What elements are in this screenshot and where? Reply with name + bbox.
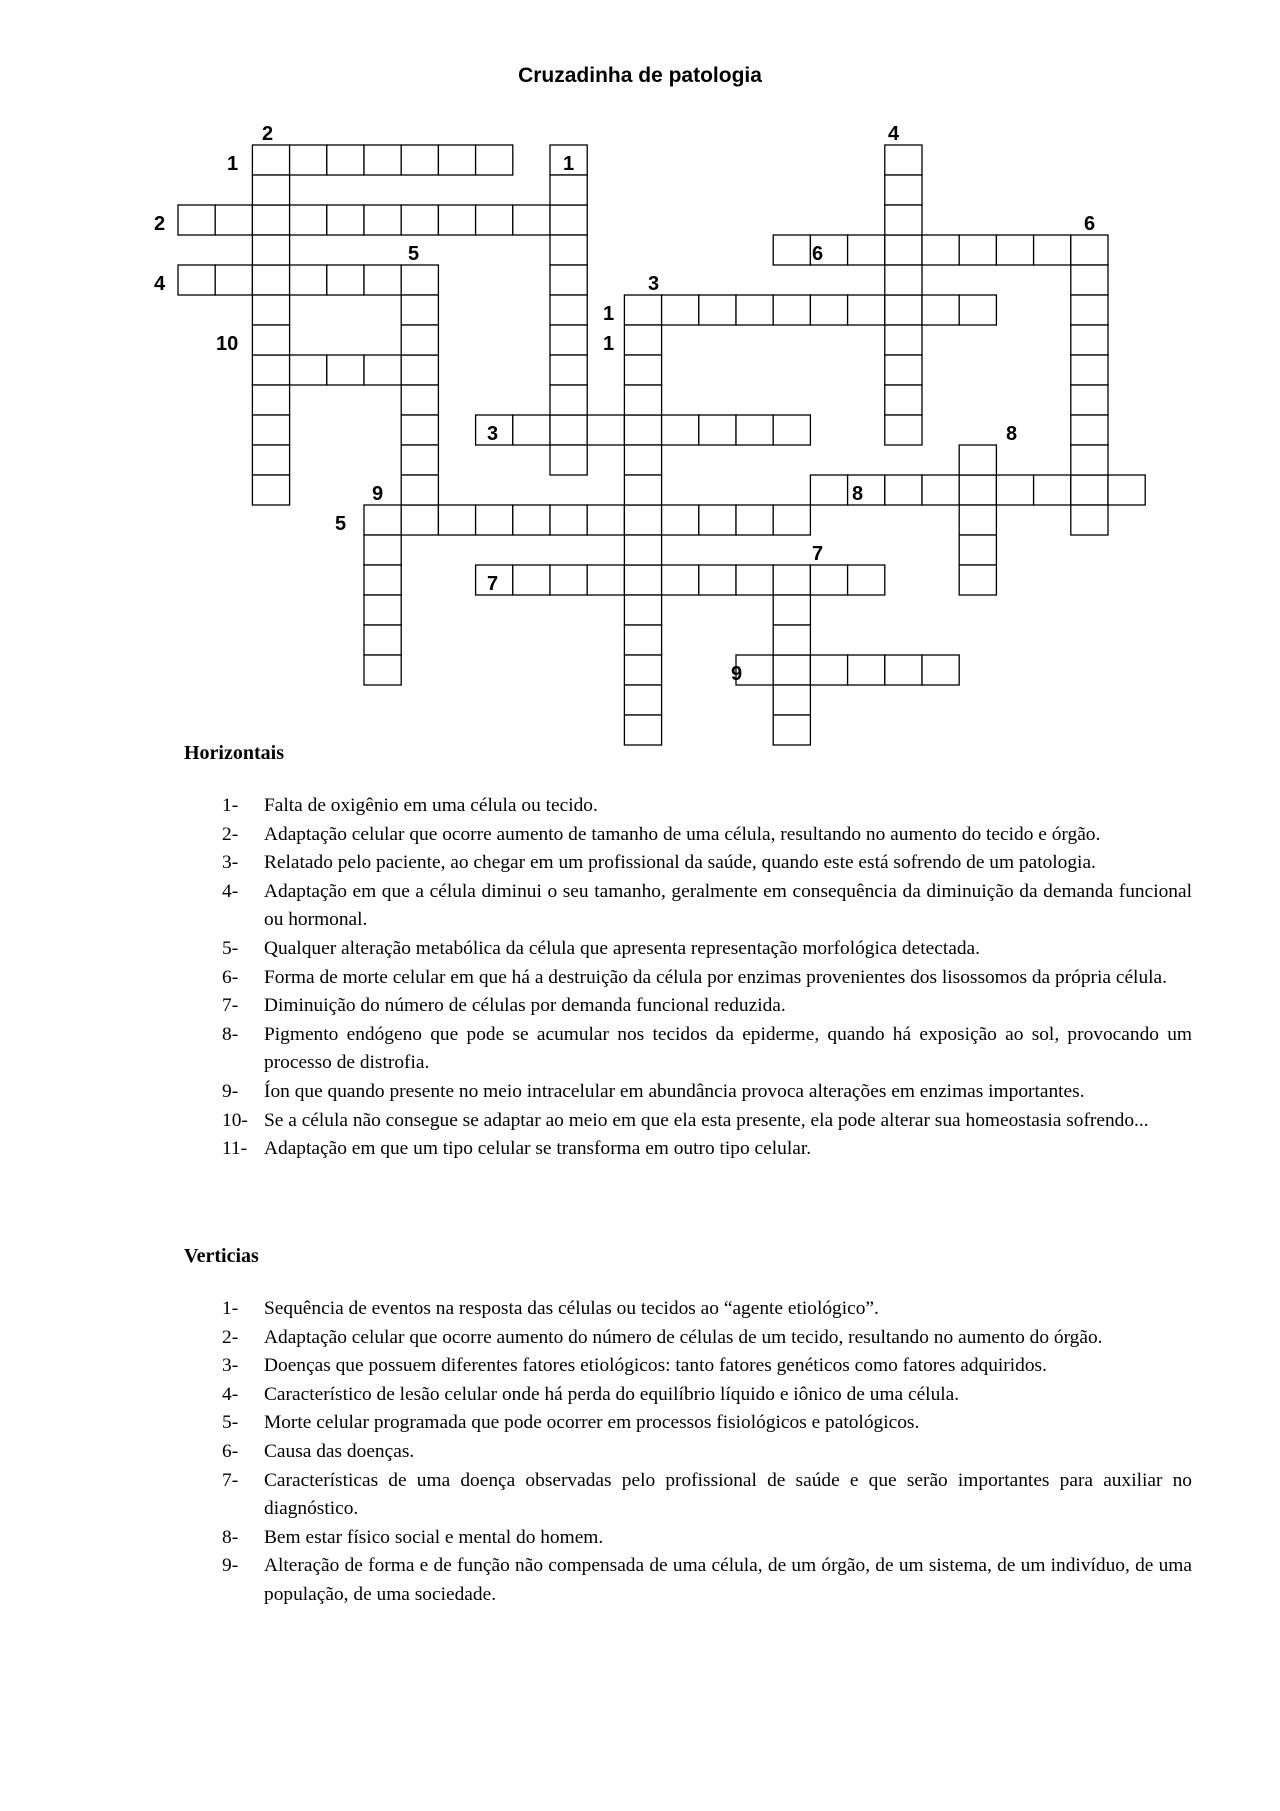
crossword-cell[interactable] [252, 325, 289, 355]
crossword-cell[interactable] [364, 355, 401, 385]
crossword-cell[interactable] [624, 505, 661, 535]
clue-number-h8: 8 [852, 483, 864, 505]
crossword-cell[interactable] [401, 295, 438, 325]
crossword-cell[interactable] [773, 625, 810, 655]
crossword-cell[interactable] [736, 505, 773, 535]
crossword-cell[interactable] [922, 655, 959, 685]
crossword-cell[interactable] [1034, 475, 1071, 505]
clue-text: Morte celular programada que pode ocorrer em processos fisiológicos e patológicos. [264, 1412, 920, 1434]
crossword-cell[interactable] [252, 295, 289, 325]
clue-text: Se a célula não consegue se adaptar ao meio em que ela esta presente, ela pode alterar sua homeostasia sofrendo... [264, 1109, 1149, 1131]
crossword-cell[interactable] [959, 535, 996, 565]
crossword-cell[interactable] [513, 205, 550, 235]
crossword-cell[interactable] [848, 235, 885, 265]
clue-text: Íon que quando presente no meio intracelular em abundância provoca alterações em enzimas importantes. [264, 1080, 1085, 1102]
crossword-cell[interactable] [252, 235, 289, 265]
horizontal-clue-10 [222, 1107, 1192, 1136]
horizontal-clue-6 [222, 964, 1192, 993]
clue-number: 2- [222, 1326, 239, 1348]
crossword-cell[interactable] [364, 535, 401, 565]
crossword-cell[interactable] [1108, 475, 1145, 505]
crossword-cell[interactable] [624, 445, 661, 475]
vertical-clues-list [222, 1295, 1192, 1610]
crossword-cell[interactable] [624, 715, 661, 745]
crossword-cell[interactable] [699, 295, 736, 325]
horizontal-clue-1 [222, 792, 1192, 821]
vertical-clues-heading: Verticias [184, 1245, 259, 1267]
clue-number: 1- [222, 795, 239, 816]
crossword-cell[interactable] [624, 685, 661, 715]
crossword-cell[interactable] [401, 505, 438, 535]
crossword-cell[interactable] [922, 295, 959, 325]
clue-number-h6: 6 [812, 243, 824, 265]
crossword-cell[interactable] [252, 385, 289, 415]
crossword-cell[interactable] [624, 415, 661, 445]
crossword-cell[interactable] [327, 205, 364, 235]
horizontal-clue-3 [222, 849, 1192, 878]
crossword-cell[interactable] [885, 385, 922, 415]
crossword-cell[interactable] [401, 445, 438, 475]
crossword-cell[interactable] [922, 235, 959, 265]
clue-number-v4: 4 [888, 123, 900, 145]
crossword-cell[interactable] [810, 565, 847, 595]
crossword-cell[interactable] [550, 235, 587, 265]
crossword-cell[interactable] [364, 655, 401, 685]
crossword-cell[interactable] [624, 565, 661, 595]
crossword-cell[interactable] [401, 355, 438, 385]
clue-number-v9: 9 [372, 483, 384, 505]
crossword-cell[interactable] [401, 145, 438, 175]
page-title: Cruzadinha de patologia [518, 64, 762, 87]
crossword-cell[interactable] [178, 265, 215, 295]
crossword-cell[interactable] [215, 265, 252, 295]
crossword-cell[interactable] [662, 565, 699, 595]
crossword-cell[interactable] [773, 295, 810, 325]
clue-text: Causa das doenças. [264, 1440, 415, 1462]
clue-number-h1: 1 [227, 153, 239, 175]
clue-number-h4: 4 [154, 273, 166, 295]
crossword-cell[interactable] [959, 505, 996, 535]
crossword-cell[interactable] [624, 535, 661, 565]
crossword-cell[interactable] [401, 265, 438, 295]
crossword-cell[interactable] [624, 655, 661, 685]
horizontal-clue-8 [222, 1021, 1192, 1078]
clue-number: 8- [222, 1023, 239, 1045]
crossword-cell[interactable] [513, 565, 550, 595]
crossword-cell[interactable] [252, 145, 289, 175]
crossword-cell[interactable] [327, 355, 364, 385]
crossword-cell[interactable] [1071, 355, 1108, 385]
crossword-cell[interactable] [624, 295, 661, 325]
crossword-cell[interactable] [215, 205, 252, 235]
clue-number: 7- [222, 995, 239, 1017]
crossword-cell[interactable] [364, 625, 401, 655]
crossword-cell[interactable] [401, 325, 438, 355]
vertical-clue-4 [222, 1381, 1192, 1410]
crossword-cell[interactable] [550, 265, 587, 295]
crossword-cell[interactable] [252, 205, 289, 235]
crossword-cell[interactable] [252, 265, 289, 295]
crossword-cell[interactable] [885, 655, 922, 685]
crossword-cell[interactable] [587, 565, 624, 595]
clue-number-v3: 3 [648, 273, 660, 295]
crossword-cell[interactable] [438, 505, 475, 535]
crossword-cell[interactable] [662, 505, 699, 535]
crossword-cell[interactable] [550, 205, 587, 235]
crossword-cell[interactable] [476, 505, 513, 535]
crossword-cell[interactable] [587, 505, 624, 535]
clue-text: Forma de morte celular em que há a destruição da célula por enzimas provenientes dos lisossomos da própria célula. [264, 966, 1167, 988]
vertical-clue-9 [222, 1552, 1192, 1609]
clue-number-h3: 3 [487, 423, 499, 445]
crossword-cell[interactable] [1071, 475, 1108, 505]
vertical-clue-8 [222, 1524, 1192, 1553]
crossword-cell[interactable] [885, 265, 922, 295]
clue-text: Doenças que possuem diferentes fatores etiológicos: tanto fatores genéticos como fatores adquiridos. [264, 1355, 1047, 1377]
crossword-cell[interactable] [773, 685, 810, 715]
crossword-cell[interactable] [550, 385, 587, 415]
crossword-cell[interactable] [736, 565, 773, 595]
crossword-cell[interactable] [1071, 295, 1108, 325]
crossword-cell[interactable] [364, 145, 401, 175]
crossword-cell[interactable] [773, 505, 810, 535]
crossword-cell[interactable] [252, 175, 289, 205]
crossword-cell[interactable] [252, 415, 289, 445]
clue-text: Característico de lesão celular onde há perda do equilíbrio líquido e iônico de uma célula. [264, 1383, 960, 1405]
horizontal-clues-heading: Horizontais [184, 742, 284, 764]
crossword-cell[interactable] [773, 655, 810, 685]
crossword-cell[interactable] [773, 565, 810, 595]
crossword-cell[interactable] [252, 475, 289, 505]
crossword-cell[interactable] [513, 415, 550, 445]
clue-text: Bem estar físico social e mental do homem. [264, 1526, 604, 1548]
crossword-cell[interactable] [550, 325, 587, 355]
crossword-cell[interactable] [662, 415, 699, 445]
clue-number: 4- [222, 1383, 239, 1405]
clue-number-h7: 7 [487, 573, 499, 595]
crossword-cell[interactable] [624, 355, 661, 385]
crossword-cell[interactable] [699, 565, 736, 595]
crossword-cell[interactable] [885, 175, 922, 205]
clue-number: 2- [222, 823, 239, 845]
crossword-cell[interactable] [364, 505, 401, 535]
clue-number: 9- [222, 1080, 239, 1102]
clue-number-h11-digit2: 1 [603, 333, 615, 355]
clue-number-v5: 5 [408, 243, 420, 265]
crossword-cell[interactable] [810, 655, 847, 685]
crossword-cell[interactable] [885, 355, 922, 385]
clue-number-v6: 6 [1084, 213, 1096, 235]
crossword-cell[interactable] [550, 295, 587, 325]
crossword-cell[interactable] [401, 205, 438, 235]
horizontal-clue-5 [222, 935, 1192, 964]
crossword-cell[interactable] [438, 205, 475, 235]
vertical-clue-5 [222, 1409, 1192, 1438]
clue-number-v2: 2 [262, 123, 274, 145]
clue-text: Pigmento endógeno que pode se acumular nos tecidos da epiderme, quando há exposição ao sol, provocando um processo de distrofia. [264, 1023, 1192, 1074]
clue-number-h2: 2 [154, 213, 166, 235]
crossword-cell[interactable] [550, 355, 587, 385]
crossword-cell[interactable] [290, 205, 327, 235]
crossword-cell[interactable] [773, 235, 810, 265]
crossword-cell[interactable] [550, 565, 587, 595]
clue-number: 4- [222, 880, 239, 902]
horizontal-clue-7 [222, 992, 1192, 1021]
clue-number: 6- [222, 1440, 239, 1462]
crossword-cell[interactable] [364, 565, 401, 595]
crossword-cell[interactable] [1034, 235, 1071, 265]
clue-number: 7- [222, 1469, 239, 1491]
crossword-cell[interactable] [996, 475, 1033, 505]
crossword-cell[interactable] [773, 595, 810, 625]
crossword-cell[interactable] [290, 265, 327, 295]
crossword-cell[interactable] [996, 235, 1033, 265]
crossword-cell[interactable] [178, 205, 215, 235]
crossword-cell[interactable] [624, 595, 661, 625]
vertical-clue-6 [222, 1438, 1192, 1467]
clue-number: 3- [222, 852, 239, 874]
crossword-cell[interactable] [959, 565, 996, 595]
vertical-clue-3 [222, 1352, 1192, 1381]
clue-number: 8- [222, 1526, 239, 1548]
crossword-cell[interactable] [922, 475, 959, 505]
clue-number-v7: 7 [812, 543, 824, 565]
clue-number-h5: 5 [335, 513, 347, 535]
crossword-cell[interactable] [624, 325, 661, 355]
crossword-cell[interactable] [810, 295, 847, 325]
crossword-cell[interactable] [252, 355, 289, 385]
clue-text: Adaptação celular que ocorre aumento de tamanho de uma célula, resultando no aumento do tecido e órgão. [264, 823, 1101, 845]
horizontal-clue-11 [222, 1135, 1192, 1164]
crossword-grid [0, 0, 1280, 760]
crossword-cell[interactable] [959, 475, 996, 505]
crossword-cell[interactable] [290, 355, 327, 385]
crossword-cell[interactable] [848, 655, 885, 685]
crossword-cell[interactable] [959, 445, 996, 475]
clue-number: 3- [222, 1355, 239, 1377]
crossword-cell[interactable] [773, 715, 810, 745]
crossword-cell[interactable] [550, 415, 587, 445]
crossword-cell[interactable] [885, 145, 922, 175]
clue-text: Alteração de forma e de função não compensada de uma célula, de um órgão, de um sistema, de um indivíduo, de uma população, de uma sociedade. [264, 1555, 1192, 1605]
crossword-cell[interactable] [1071, 235, 1108, 265]
clue-text: Adaptação em que a célula diminui o seu tamanho, geralmente em consequência da diminuição da demanda funcional ou hormonal. [264, 880, 1192, 931]
crossword-cell[interactable] [364, 595, 401, 625]
clue-number: 5- [222, 1412, 239, 1434]
vertical-clue-1 [222, 1295, 1192, 1324]
crossword-cell[interactable] [364, 265, 401, 295]
clue-number: 6- [222, 966, 239, 988]
crossword-cell[interactable] [550, 505, 587, 535]
horizontal-clues-list [222, 792, 1192, 1164]
crossword-cell[interactable] [736, 295, 773, 325]
clue-text: Qualquer alteração metabólica da célula que apresenta representação morfológica detectada. [264, 937, 980, 959]
crossword-cell[interactable] [885, 295, 922, 325]
crossword-cell[interactable] [885, 415, 922, 445]
clue-number-v1: 1 [563, 153, 575, 175]
crossword-cell[interactable] [1071, 505, 1108, 535]
crossword-cell[interactable] [1071, 385, 1108, 415]
crossword-cell[interactable] [252, 445, 289, 475]
horizontal-clue-2 [222, 821, 1192, 850]
crossword-cell[interactable] [550, 175, 587, 205]
horizontal-clue-9 [222, 1078, 1192, 1107]
crossword-cell[interactable] [401, 475, 438, 505]
clue-number: 1- [222, 1298, 239, 1319]
crossword-cell[interactable] [885, 475, 922, 505]
clue-number-h10: 10 [216, 333, 239, 355]
crossword-cell[interactable] [1071, 325, 1108, 355]
crossword-cell[interactable] [476, 145, 513, 175]
crossword-cell[interactable] [959, 235, 996, 265]
clue-number: 5- [222, 937, 239, 959]
vertical-clue-2 [222, 1324, 1192, 1353]
clue-text: Sequência de eventos na resposta das células ou tecidos ao “agente etiológico”. [264, 1298, 879, 1319]
crossword-cell[interactable] [699, 415, 736, 445]
crossword-cell[interactable] [624, 475, 661, 505]
horizontal-clue-4 [222, 878, 1192, 935]
crossword-cell[interactable] [885, 235, 922, 265]
crossword-cell[interactable] [1071, 265, 1108, 295]
crossword-cell[interactable] [513, 505, 550, 535]
crossword-cell[interactable] [848, 565, 885, 595]
crossword-cell[interactable] [773, 415, 810, 445]
crossword-cell[interactable] [662, 295, 699, 325]
crossword-cell[interactable] [327, 265, 364, 295]
crossword-cell[interactable] [699, 505, 736, 535]
clue-text: Falta de oxigênio em uma célula ou tecido. [264, 795, 598, 816]
clue-text: Características de uma doença observadas pelo profissional de saúde e que serão importantes para auxiliar no diagnóstico. [264, 1469, 1192, 1520]
clue-text: Relatado pelo paciente, ao chegar em um profissional da saúde, quando este está sofrendo de um patologia. [264, 852, 1096, 874]
crossword-cell[interactable] [624, 385, 661, 415]
clue-number: 10- [222, 1109, 248, 1131]
clue-text: Adaptação celular que ocorre aumento do número de células de um tecido, resultando no aumento do órgão. [264, 1326, 1103, 1348]
crossword-cell[interactable] [476, 205, 513, 235]
crossword-cell[interactable] [587, 415, 624, 445]
clue-number: 11- [222, 1138, 248, 1160]
crossword-cell[interactable] [401, 385, 438, 415]
crossword-cell[interactable] [401, 415, 438, 445]
crossword-cell[interactable] [438, 145, 475, 175]
clue-number: 9- [222, 1555, 239, 1577]
crossword-cell[interactable] [848, 295, 885, 325]
crossword-cell[interactable] [885, 205, 922, 235]
crossword-cell[interactable] [959, 295, 996, 325]
clue-number-h11-digit1: 1 [603, 303, 615, 325]
crossword-cell[interactable] [290, 145, 327, 175]
crossword-cell[interactable] [1071, 415, 1108, 445]
crossword-cell[interactable] [885, 325, 922, 355]
crossword-cell[interactable] [810, 475, 847, 505]
crossword-cell[interactable] [736, 415, 773, 445]
clue-number-v8: 8 [1006, 423, 1018, 445]
clue-text: Diminuição do número de células por demanda funcional reduzida. [264, 995, 786, 1017]
vertical-clue-7 [222, 1467, 1192, 1524]
crossword-cell[interactable] [1071, 445, 1108, 475]
clue-number-h9: 9 [731, 663, 743, 685]
crossword-cell[interactable] [364, 205, 401, 235]
clue-text: Adaptação em que um tipo celular se transforma em outro tipo celular. [264, 1138, 812, 1160]
crossword-cell[interactable] [550, 445, 587, 475]
crossword-cell[interactable] [327, 145, 364, 175]
crossword-cell[interactable] [624, 625, 661, 655]
